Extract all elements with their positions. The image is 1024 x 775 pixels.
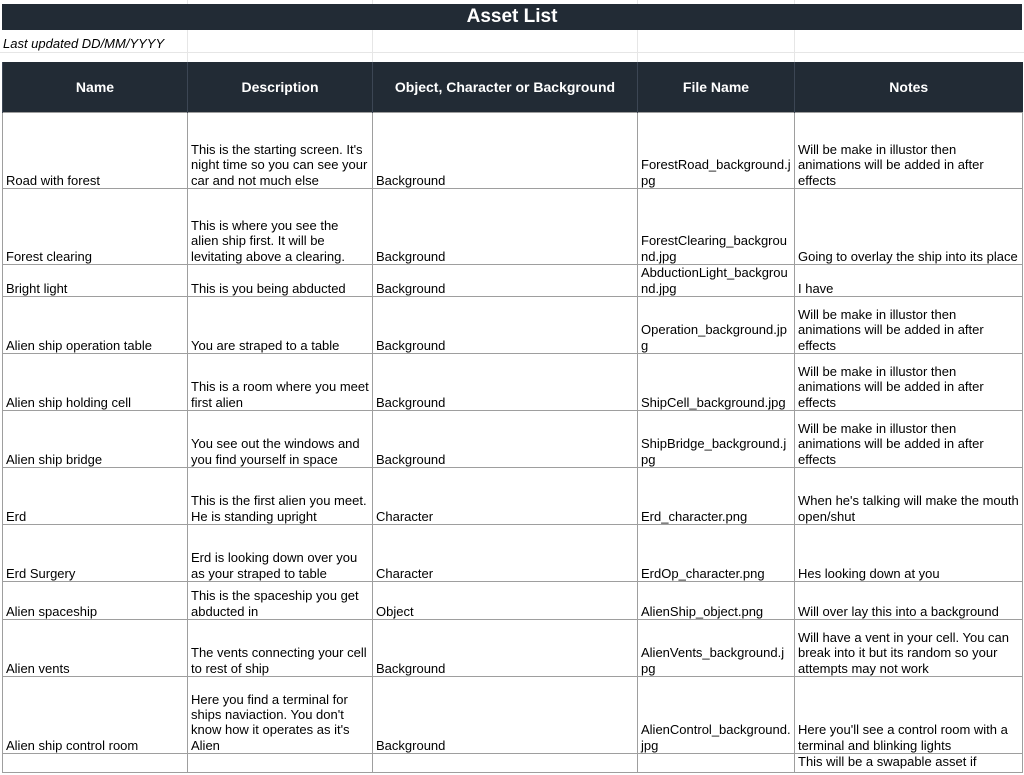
table-row: [3, 468, 1023, 525]
cell-file-name[interactable]: Operation_background.jpg: [638, 297, 795, 354]
table-row: [3, 265, 1023, 297]
cell-type[interactable]: Character: [373, 468, 638, 525]
cell-file-name[interactable]: AlienControl_background.jpg: [638, 677, 795, 754]
table-row: [3, 297, 1023, 354]
cell-description[interactable]: You see out the windows and you find yourself in space: [188, 411, 373, 468]
table-row: [3, 620, 1023, 677]
column-header-name[interactable]: Name: [3, 62, 188, 113]
cell-notes[interactable]: Will be make in illustor then animations will be added in after effects: [795, 411, 1023, 468]
table-row: [3, 189, 1023, 265]
cell-name[interactable]: Alien vents: [3, 620, 188, 677]
cell-notes[interactable]: I have: [795, 265, 1023, 297]
cell-file-name[interactable]: ShipCell_background.jpg: [638, 354, 795, 411]
cell-name[interactable]: Forest clearing: [3, 189, 188, 265]
asset-table: [2, 62, 1023, 773]
cell-description[interactable]: This is the starting screen. It's night time so you can see your car and not much else: [188, 113, 373, 189]
cell-file-name[interactable]: AlienVents_background.jpg: [638, 620, 795, 677]
table-row: [3, 113, 1023, 189]
cell-file-name[interactable]: ForestClearing_background.jpg: [638, 189, 795, 265]
cell-type[interactable]: Character: [373, 525, 638, 582]
cell-type[interactable]: Background: [373, 411, 638, 468]
cell-name[interactable]: [3, 754, 188, 773]
cell-notes[interactable]: Will over lay this into a background: [795, 582, 1023, 620]
cell-file-name[interactable]: ErdOp_character.png: [638, 525, 795, 582]
cell-type[interactable]: Object: [373, 582, 638, 620]
cell-type[interactable]: Background: [373, 354, 638, 411]
cell-type[interactable]: Background: [373, 297, 638, 354]
cell-description[interactable]: This is a room where you meet first alien: [188, 354, 373, 411]
cell-description[interactable]: This is you being abducted: [188, 265, 373, 297]
cell-name[interactable]: Erd Surgery: [3, 525, 188, 582]
cell-file-name[interactable]: ForestRoad_background.jpg: [638, 113, 795, 189]
cell-name[interactable]: Erd: [3, 468, 188, 525]
cell-description[interactable]: This is where you see the alien ship first. It will be levitating above a clearing.: [188, 189, 373, 265]
cell-notes[interactable]: Will have a vent in your cell. You can break into it but its random so your attempts may not work: [795, 620, 1023, 677]
cell-notes[interactable]: Will be make in illustor then animations will be added in after effects: [795, 113, 1023, 189]
column-header-type[interactable]: Object, Character or Background: [373, 62, 638, 113]
cell-description[interactable]: The vents connecting your cell to rest of ship: [188, 620, 373, 677]
cell-file-name[interactable]: AlienShip_object.png: [638, 582, 795, 620]
cell-name[interactable]: Alien ship control room: [3, 677, 188, 754]
table-row: [3, 411, 1023, 468]
cell-notes[interactable]: Hes looking down at you: [795, 525, 1023, 582]
table-row: [3, 525, 1023, 582]
cell-description[interactable]: Erd is looking down over you as your straped to table: [188, 525, 373, 582]
column-header-description[interactable]: Description: [188, 62, 373, 113]
cell-notes[interactable]: Will be make in illustor then animations will be added in after effects: [795, 297, 1023, 354]
cell-file-name[interactable]: [638, 754, 795, 773]
cell-notes[interactable]: Going to overlay the ship into its place: [795, 189, 1023, 265]
cell-type[interactable]: Background: [373, 620, 638, 677]
cell-notes[interactable]: Here you'll see a control room with a terminal and blinking lights: [795, 677, 1023, 754]
cell-name[interactable]: Alien ship holding cell: [3, 354, 188, 411]
cell-type[interactable]: [373, 754, 638, 773]
cell-description[interactable]: This is the first alien you meet. He is standing upright: [188, 468, 373, 525]
cell-type[interactable]: Background: [373, 677, 638, 754]
cell-file-name[interactable]: AbductionLight_background.jpg: [638, 265, 795, 297]
cell-type[interactable]: Background: [373, 265, 638, 297]
cell-type[interactable]: Background: [373, 113, 638, 189]
gridline: [0, 52, 1024, 53]
table-row: [3, 677, 1023, 754]
cell-type[interactable]: Background: [373, 189, 638, 265]
cell-notes[interactable]: When he's talking will make the mouth open/shut: [795, 468, 1023, 525]
column-header-notes[interactable]: Notes: [795, 62, 1023, 113]
table-row: [3, 754, 1023, 773]
cell-notes[interactable]: Will be make in illustor then animations will be added in after effects: [795, 354, 1023, 411]
cell-description[interactable]: [188, 754, 373, 773]
cell-name[interactable]: Alien spaceship: [3, 582, 188, 620]
cell-notes[interactable]: This will be a swapable asset if: [795, 754, 1023, 773]
cell-name[interactable]: Road with forest: [3, 113, 188, 189]
cell-name[interactable]: Bright light: [3, 265, 188, 297]
cell-file-name[interactable]: Erd_character.png: [638, 468, 795, 525]
cell-file-name[interactable]: ShipBridge_background.jpg: [638, 411, 795, 468]
table-row: [3, 582, 1023, 620]
cell-name[interactable]: Alien ship bridge: [3, 411, 188, 468]
table-row: [3, 354, 1023, 411]
sheet-title[interactable]: Asset List: [2, 4, 1022, 30]
cell-description[interactable]: You are straped to a table: [188, 297, 373, 354]
last-updated-note[interactable]: Last updated DD/MM/YYYY: [3, 36, 165, 51]
column-header-file-name[interactable]: File Name: [638, 62, 795, 113]
cell-name[interactable]: Alien ship operation table: [3, 297, 188, 354]
cell-description[interactable]: Here you find a terminal for ships naviaction. You don't know how it operates as it's Alien: [188, 677, 373, 754]
header-row: [3, 62, 1023, 113]
cell-description[interactable]: This is the spaceship you get abducted in: [188, 582, 373, 620]
